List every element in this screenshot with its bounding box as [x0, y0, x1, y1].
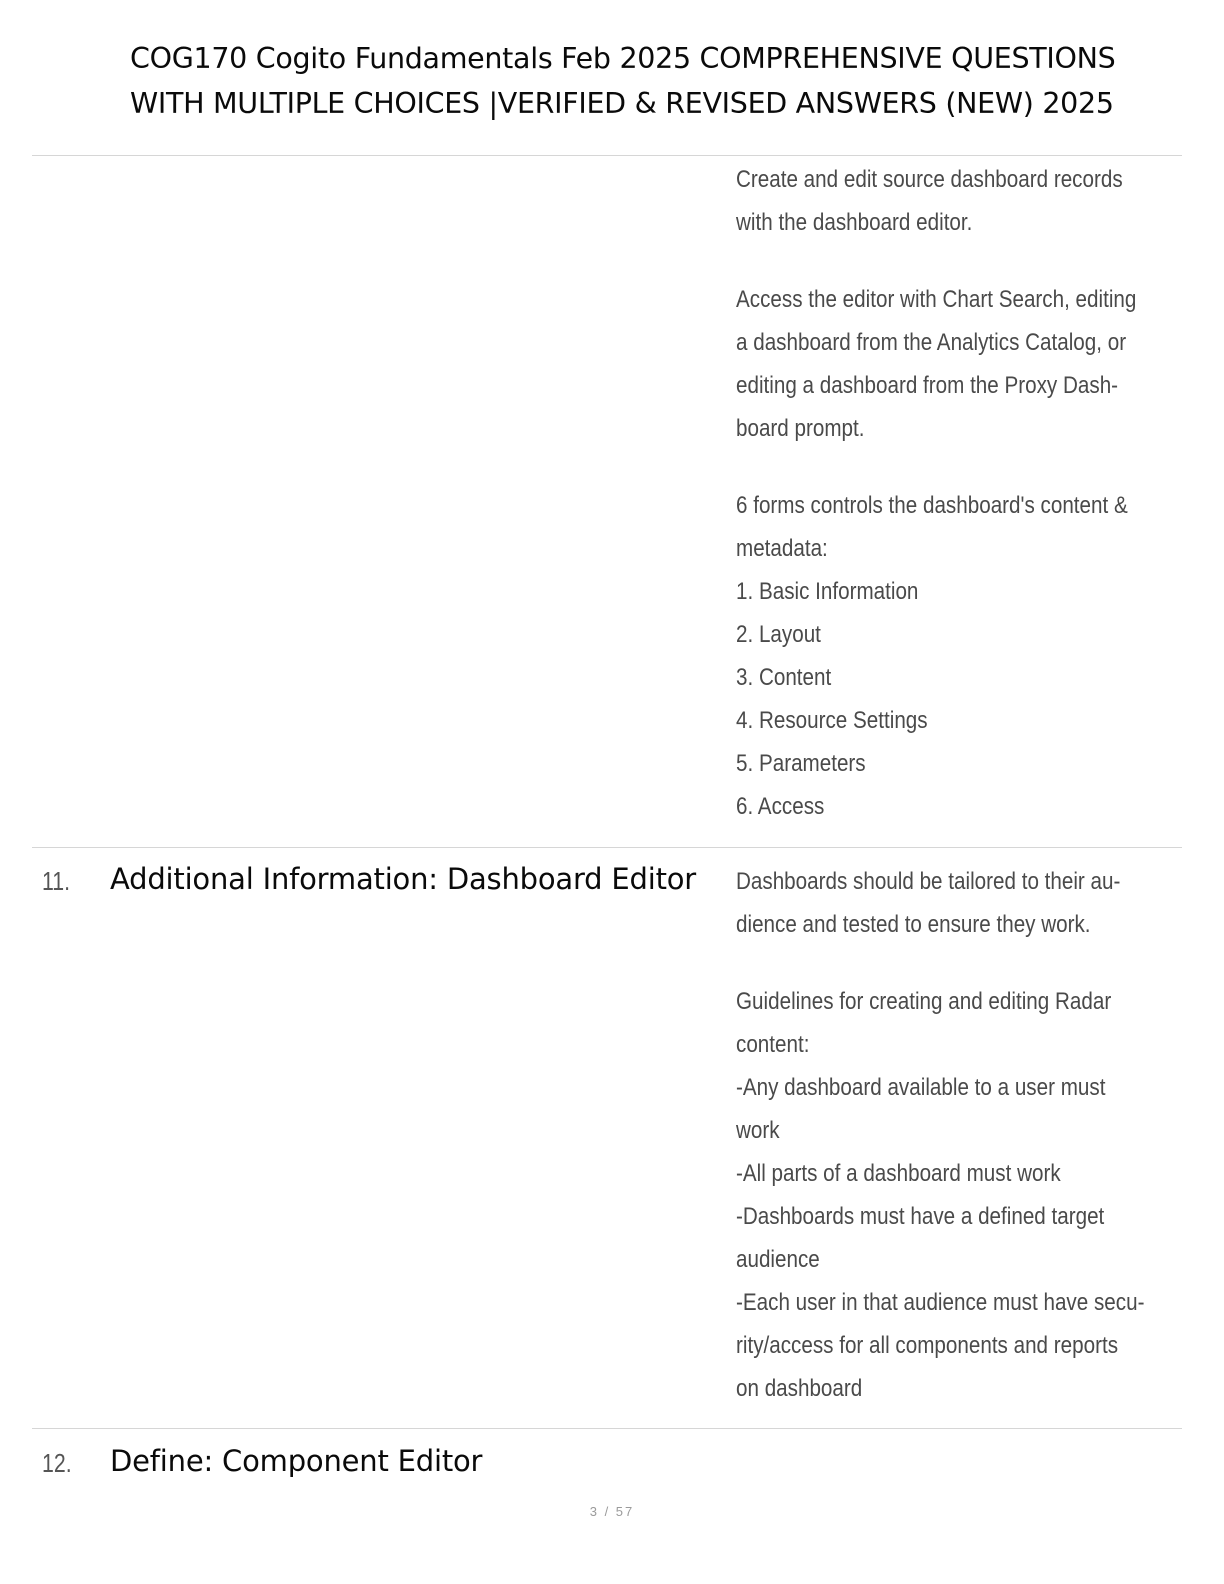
answer-list-item: 2. Layout — [736, 621, 821, 648]
answer-line: Guidelines for creating and editing Radar — [736, 988, 1112, 1015]
answer-list-item: 3. Content — [736, 664, 832, 691]
answer-line: dience and tested to ensure they work. — [736, 911, 1091, 938]
answer-line: -Any dashboard available to a user must — [736, 1074, 1106, 1101]
answer-text — [736, 860, 1176, 1410]
row-divider — [32, 847, 1182, 848]
document-title-line-2: WITH MULTIPLE CHOICES |VERIFIED & REVISED ANSWERS (NEW) 2025 — [130, 87, 1114, 120]
question-title: Additional Information: Dashboard Editor — [110, 862, 697, 896]
question-number: 11. — [42, 866, 71, 896]
answer-list-item: 6. Access — [736, 793, 825, 820]
answer-line: content: — [736, 1031, 810, 1058]
answer-line: Dashboards should be tailored to their au- — [736, 868, 1121, 895]
answer-continued — [736, 158, 1176, 828]
answer-line: with the dashboard editor. — [736, 209, 973, 236]
answer-line: Create and edit source dashboard records — [736, 166, 1123, 193]
answer-line: -Dashboards must have a defined target — [736, 1203, 1105, 1230]
answer-line: 6 forms controls the dashboard's content & — [736, 492, 1128, 519]
answer-line: -All parts of a dashboard must work — [736, 1160, 1061, 1187]
answer-line: audience — [736, 1246, 820, 1273]
document-title — [130, 36, 1190, 126]
answer-line: editing a dashboard from the Proxy Dash- — [736, 372, 1119, 399]
page-number: 3 / 57 — [589, 1504, 635, 1519]
answer-line: -Each user in that audience must have secu- — [736, 1289, 1145, 1316]
question-number: 12. — [42, 1448, 72, 1478]
answer-line: on dashboard — [736, 1375, 863, 1402]
question-title: Define: Component Editor — [110, 1444, 483, 1478]
answer-line: board prompt. — [736, 415, 865, 442]
row-divider — [32, 1428, 1182, 1429]
answer-line: work — [736, 1117, 780, 1144]
answer-line: a dashboard from the Analytics Catalog, or — [736, 329, 1127, 356]
answer-list-item: 5. Parameters — [736, 750, 866, 777]
document-title-line-1: COG170 Cogito Fundamentals Feb 2025 COMPREHENSIVE QUESTIONS — [130, 42, 1116, 75]
answer-list-item: 1. Basic Information — [736, 578, 919, 605]
answer-line: rity/access for all components and reports — [736, 1332, 1119, 1359]
answer-line: metadata: — [736, 535, 828, 562]
answer-line: Access the editor with Chart Search, editing — [736, 286, 1137, 313]
row-divider — [32, 155, 1182, 156]
answer-list-item: 4. Resource Settings — [736, 707, 928, 734]
